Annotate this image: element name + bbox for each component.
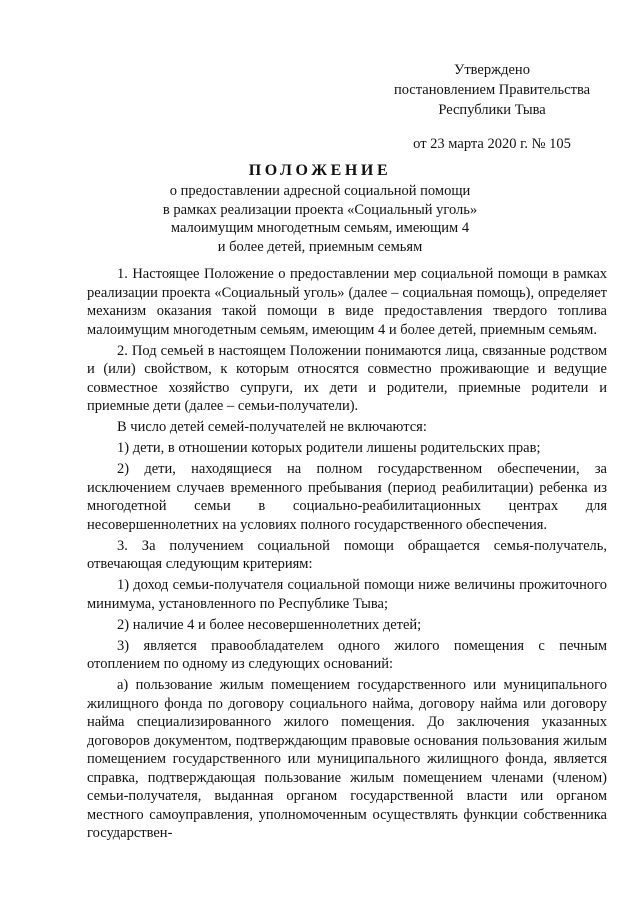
paragraph-1: 1. Настоящее Положение о предоставлении мер социальной помощи в рамках реализации проекта «Социальный уголь» (далее – социальная помощь), определяет механизм оказания такой помощи в виде предоставления твердого топлива малоимущим многодетным семьям, имеющим 4 и более детей, приемным семьям. [87, 266, 607, 338]
criterion-item-3: 3) является правообладателем одного жилого помещения с печным отоплением по одному из следующих оснований: [87, 637, 607, 672]
exclusion-item-2: 2) дети, находящиеся на полном государственном обеспечении, за исключением случаев временного пребывания (период реабилитации) ребенка из многодетной семьи в социально-реабилитационных центрах для несовершеннолетних на условиях полного государственного обеспечения. [87, 461, 607, 533]
basis-item-a: а) пользование жилым помещением государственного или муниципального жилищного фонда по договору социального найма, договору найма или договору найма специализированного жилого помещения. До заключения указанных договоров документом, подтверждающим правовые основания пользования жилым помещением государственного или муниципального жилищного фонда, является справка, подтверждающая пользование жилым помещением членами (членом) семьи-получателя, выданная органом государственной власти или органом местного самоуправления, уполномоченным осуществлять функции собственника государствен- [87, 677, 607, 841]
document-title: ПОЛОЖЕНИЕ [248, 162, 392, 179]
approval-line-resolution: постановлением Правительства [393, 82, 591, 98]
approval-block [378, 60, 606, 154]
subtitle-line-4: и более детей, приемным семьям [217, 238, 423, 255]
document-body [87, 265, 607, 845]
approval-line-republic: Республики Тыва [438, 102, 546, 118]
document-subtitle [140, 182, 500, 256]
paragraph-3: 3. За получением социальной помощи обращается семья-получатель, отвечающая следующим критериям: [87, 537, 607, 572]
approval-line-approved: Утверждено [454, 62, 530, 78]
exclusion-item-1: 1) дети, в отношении которых родители лишены родительских прав; [117, 440, 541, 456]
subtitle-line-3: малоимущим многодетным семьям, имеющим 4 [170, 220, 470, 236]
paragraph-2: 2. Под семьей в настоящем Положении понимаются лица, связанные родством и (или) свойством, к которым относятся совместно проживающие и ведущие совместное хозяйство супруги, их дети и родители, приемные родители и приемные дети (далее – семьи-получатели). [87, 342, 607, 414]
paragraph-exclusions-intro: В число детей семей-получателей не включаются: [117, 419, 427, 435]
criterion-item-2: 2) наличие 4 и более несовершеннолетних детей; [117, 616, 422, 633]
subtitle-line-2: в рамках реализации проекта «Социальный уголь» [162, 201, 478, 218]
approval-date: от 23 марта 2020 г. № 105 [413, 136, 571, 152]
criterion-item-1: 1) доход семьи-получателя социальной помощи ниже величины прожиточного минимума, установленного по Республике Тыва; [87, 577, 607, 612]
subtitle-line-1: о предоставлении адресной социальной помощи [169, 183, 471, 199]
